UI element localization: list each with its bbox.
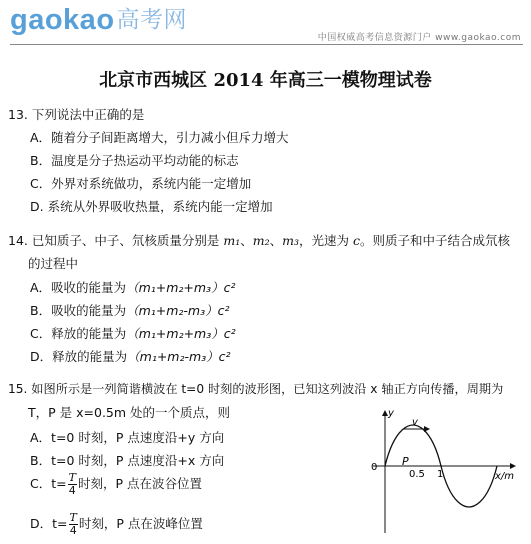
q14-c: c: [353, 233, 361, 248]
tick-label-0.5: 0.5: [409, 469, 425, 480]
q15-option-c-fraction: [68, 472, 77, 497]
q13-option-b: B．温度是分子热运动平均动能的标志: [30, 153, 239, 168]
origin-label: 0: [371, 462, 378, 473]
q13-option-d: D. 系统从外界吸收热量，系统内能一定增加: [30, 199, 273, 214]
q15-option-c-num: T: [68, 471, 76, 484]
velocity-label: v: [412, 417, 418, 428]
q14-option-d: [30, 347, 231, 365]
q15-option-c: [30, 472, 202, 497]
q15-option-d-fraction: [69, 512, 78, 537]
q14-stem-part2: ，光速为: [299, 233, 350, 248]
gaokao-logo[interactable]: [10, 3, 187, 37]
logo-brand: gaokao: [10, 4, 115, 36]
q14-m2: m₂: [252, 233, 270, 248]
q14-option-c-expr: （m₁+m₂+m₃）c²: [126, 326, 236, 341]
q14-stem: 14. 已知质子、中子、氘核质量分别是 m₁、m₂、m₃，光速为 c。则质子和中子结合成氘核: [8, 233, 511, 248]
q14-option-d-prefix: D．释放的能量为: [30, 349, 128, 364]
q13-stem: 13. 下列说法中正确的是: [8, 107, 145, 122]
q15-option-b: B．t=0 时刻，P 点速度沿+x 方向: [30, 453, 225, 468]
q14-option-b-expr: （m₁+m₂-m₃）c²: [126, 303, 230, 318]
q14-option-b-prefix: B．吸收的能量为: [30, 303, 127, 318]
q15-option-c-prefix: C．t=: [30, 476, 67, 491]
q15-option-d-suffix: 时刻，P 点在波峰位置: [78, 516, 203, 531]
q15-option-c-suffix: 时刻，P 点在波谷位置: [77, 476, 202, 491]
page-title: 北京市西城区 2014 年高三一模物理试卷: [99, 70, 432, 91]
q14-option-a: [30, 278, 235, 296]
q15-option-c-den: 4: [68, 484, 76, 497]
q14-option-b: [30, 301, 230, 319]
x-axis-label: x/m: [495, 471, 515, 482]
q14-stem-part1: 14. 已知质子、中子、氘核质量分别是: [8, 233, 220, 248]
q14-option-a-expr: （m₁+m₂+m₃）c²: [126, 280, 236, 295]
q13-option-c: C．外界对系统做功，系统内能一定增加: [30, 176, 252, 191]
q14-option-a-prefix: A．吸收的能量为: [30, 280, 127, 295]
q15-option-d-num: T: [69, 511, 77, 524]
q15-option-d-den: 4: [69, 524, 77, 537]
tick-label-1: 1: [437, 469, 444, 480]
y-axis-label: y: [388, 408, 394, 419]
q14-m3: m₃: [282, 233, 299, 248]
q14-option-c: [30, 324, 236, 342]
point-p-label: P: [402, 455, 409, 468]
q14-option-d-expr: （m₁+m₂-m₃）c²: [127, 349, 231, 364]
header-tagline: 中国权威高考信息资源门户 www.gaokao.com: [317, 33, 521, 43]
q15-option-d: [30, 512, 203, 537]
q14-m1: m₁: [223, 233, 241, 248]
q15-stem-line2: T，P 是 x=0.5m 处的一个质点，则: [28, 405, 231, 420]
q14-stem-part3: 。则质子和中子结合成氘核: [360, 233, 511, 248]
wave-figure: [365, 405, 525, 540]
header-divider: [10, 44, 523, 45]
q13-option-a: A．随着分子间距离增大，引力减小但斥力增大: [30, 130, 289, 145]
logo-cn: 高考网: [116, 6, 188, 32]
q15-option-d-prefix: D．t=: [30, 516, 68, 531]
q14-stem-line2: 的过程中: [28, 256, 79, 271]
q15-stem-line1: 15. 如图所示是一列简谐横波在 t=0 时刻的波形图，已知这列波沿 x 轴正方向传播，周期为: [8, 382, 504, 396]
q14-option-c-prefix: C．释放的能量为: [30, 326, 127, 341]
q15-option-a: A．t=0 时刻，P 点速度沿+y 方向: [30, 430, 225, 445]
